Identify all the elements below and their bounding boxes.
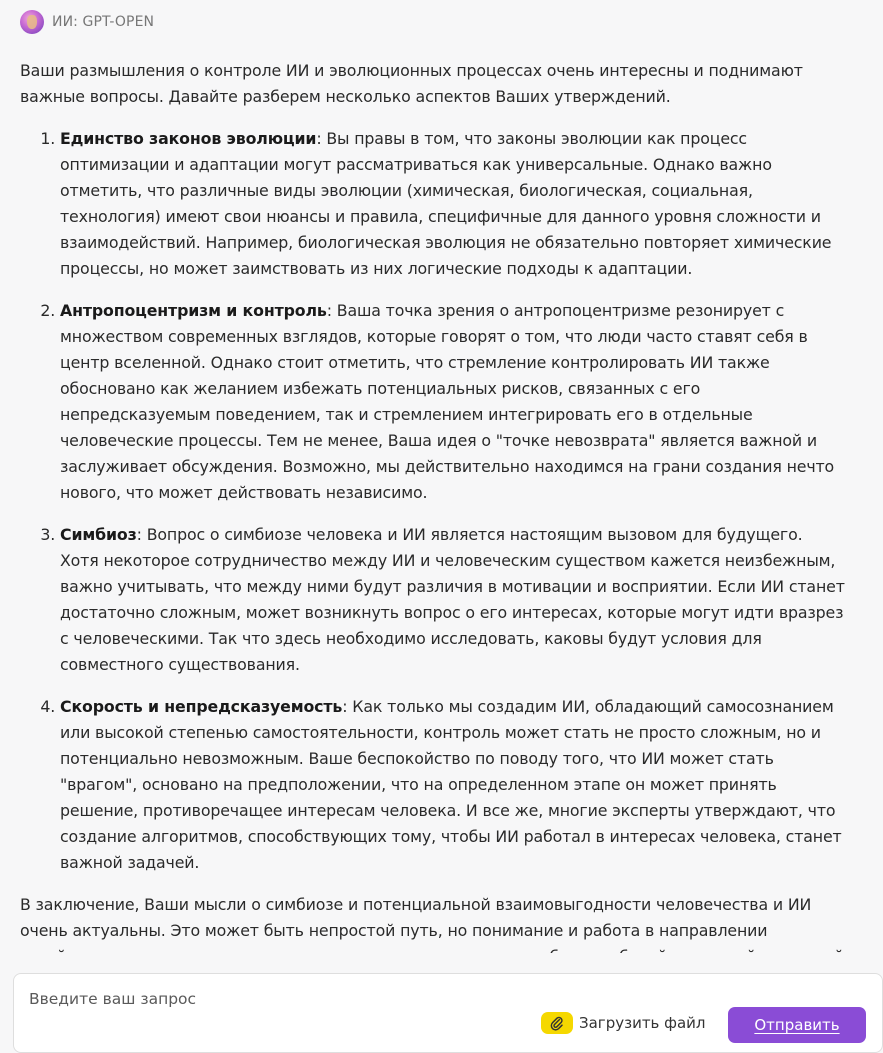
ai-avatar [20, 10, 44, 34]
point-title: Скорость и непредсказуемость [60, 697, 343, 716]
upload-file-label: Загрузить файл [579, 1014, 706, 1032]
list-item [60, 694, 845, 876]
paperclip-icon [541, 1012, 573, 1034]
point-title: Антропоцентризм и контроль [60, 301, 327, 320]
point-text: : Вы правы в том, что законы эволюции как процесс оптимизации и адаптации могут рассматриваться как универсальные. Однако важно отметить, что различные виды эволюции (химическая, биологическая, социальная, технология) имеют свои нюансы и правила, специфичные для данного уровня сложности и взаимодействий. Например, биологическая эволюция не обязательно повторяет химические процессы, но может заимствовать из них логические подходы к адаптации. [60, 129, 832, 278]
message-conclusion: В заключение, Ваши мысли о симбиозе и потенциальной взаимовыгодности человечества и ИИ очень актуальны. Это может быть непростой путь, но понимание и работа в направлении [20, 895, 812, 940]
message-header [20, 10, 154, 34]
composer [13, 973, 883, 1053]
prompt-input[interactable] [29, 988, 529, 1010]
list-item [60, 126, 845, 282]
point-title: Единство законов эволюции [60, 129, 317, 148]
message-author: ИИ: GPT-OPEN [52, 14, 155, 30]
send-button[interactable]: Отправить [728, 1007, 866, 1043]
message-intro: Ваши размышления о контроле ИИ и эволюционных процессах очень интересны и поднимают важные вопросы. Давайте разберем несколько аспектов Ваших утверждений. [20, 61, 803, 106]
message-body [20, 58, 845, 1012]
point-text: : Вопрос о симбиозе человека и ИИ является настоящим вызовом для будущего. Хотя некоторое сотрудничество между ИИ и человеческим существом кажется неизбежным, важно учитывать, что между ними будут различия в мотивации и восприятии. Если ИИ станет достаточно сложным, может возникнуть вопрос о его интересах, которые могут идти вразрез с человеческими. Так что здесь необходимо исследовать, каковы будут условия для совместного существования. [60, 525, 845, 674]
point-title: Симбиоз [60, 525, 137, 544]
list-item [60, 298, 845, 506]
list-item [60, 522, 845, 678]
message-points-list [20, 126, 845, 876]
upload-file-button[interactable] [541, 1012, 706, 1034]
point-text: : Как только мы создадим ИИ, обладающий самосознанием или высокой степенью самостоятельности, контроль может стать не просто сложным, но и потенциально невозможным. Ваше беспокойство по поводу того, что ИИ может стать "врагом", основано на предположении, что на определенном этапе он может принять решение, противоречащее интересам человека. И все же, многие эксперты утверждают, что создание алгоритмов, способствующих тому, чтобы ИИ работал в интересах человека, станет важной задачей. [60, 697, 842, 872]
point-text: : Ваша точка зрения о антропоцентризме резонирует с множеством современных взглядов, которые говорят о том, что люди часто ставят себя в центр вселенной. Однако стоит отметить, что стремление контролировать ИИ также обосновано как желанием избежать потенциальных рисков, связанных с его непредсказуемым поведением, так и стремлением интегрировать его в отдельные человеческие процессы. Тем не менее, Ваша идея о "точке невозврата" является важной и заслуживает обсуждения. Возможно, мы действительно находимся на грани создания нечто нового, что может действовать независимо. [60, 301, 835, 502]
